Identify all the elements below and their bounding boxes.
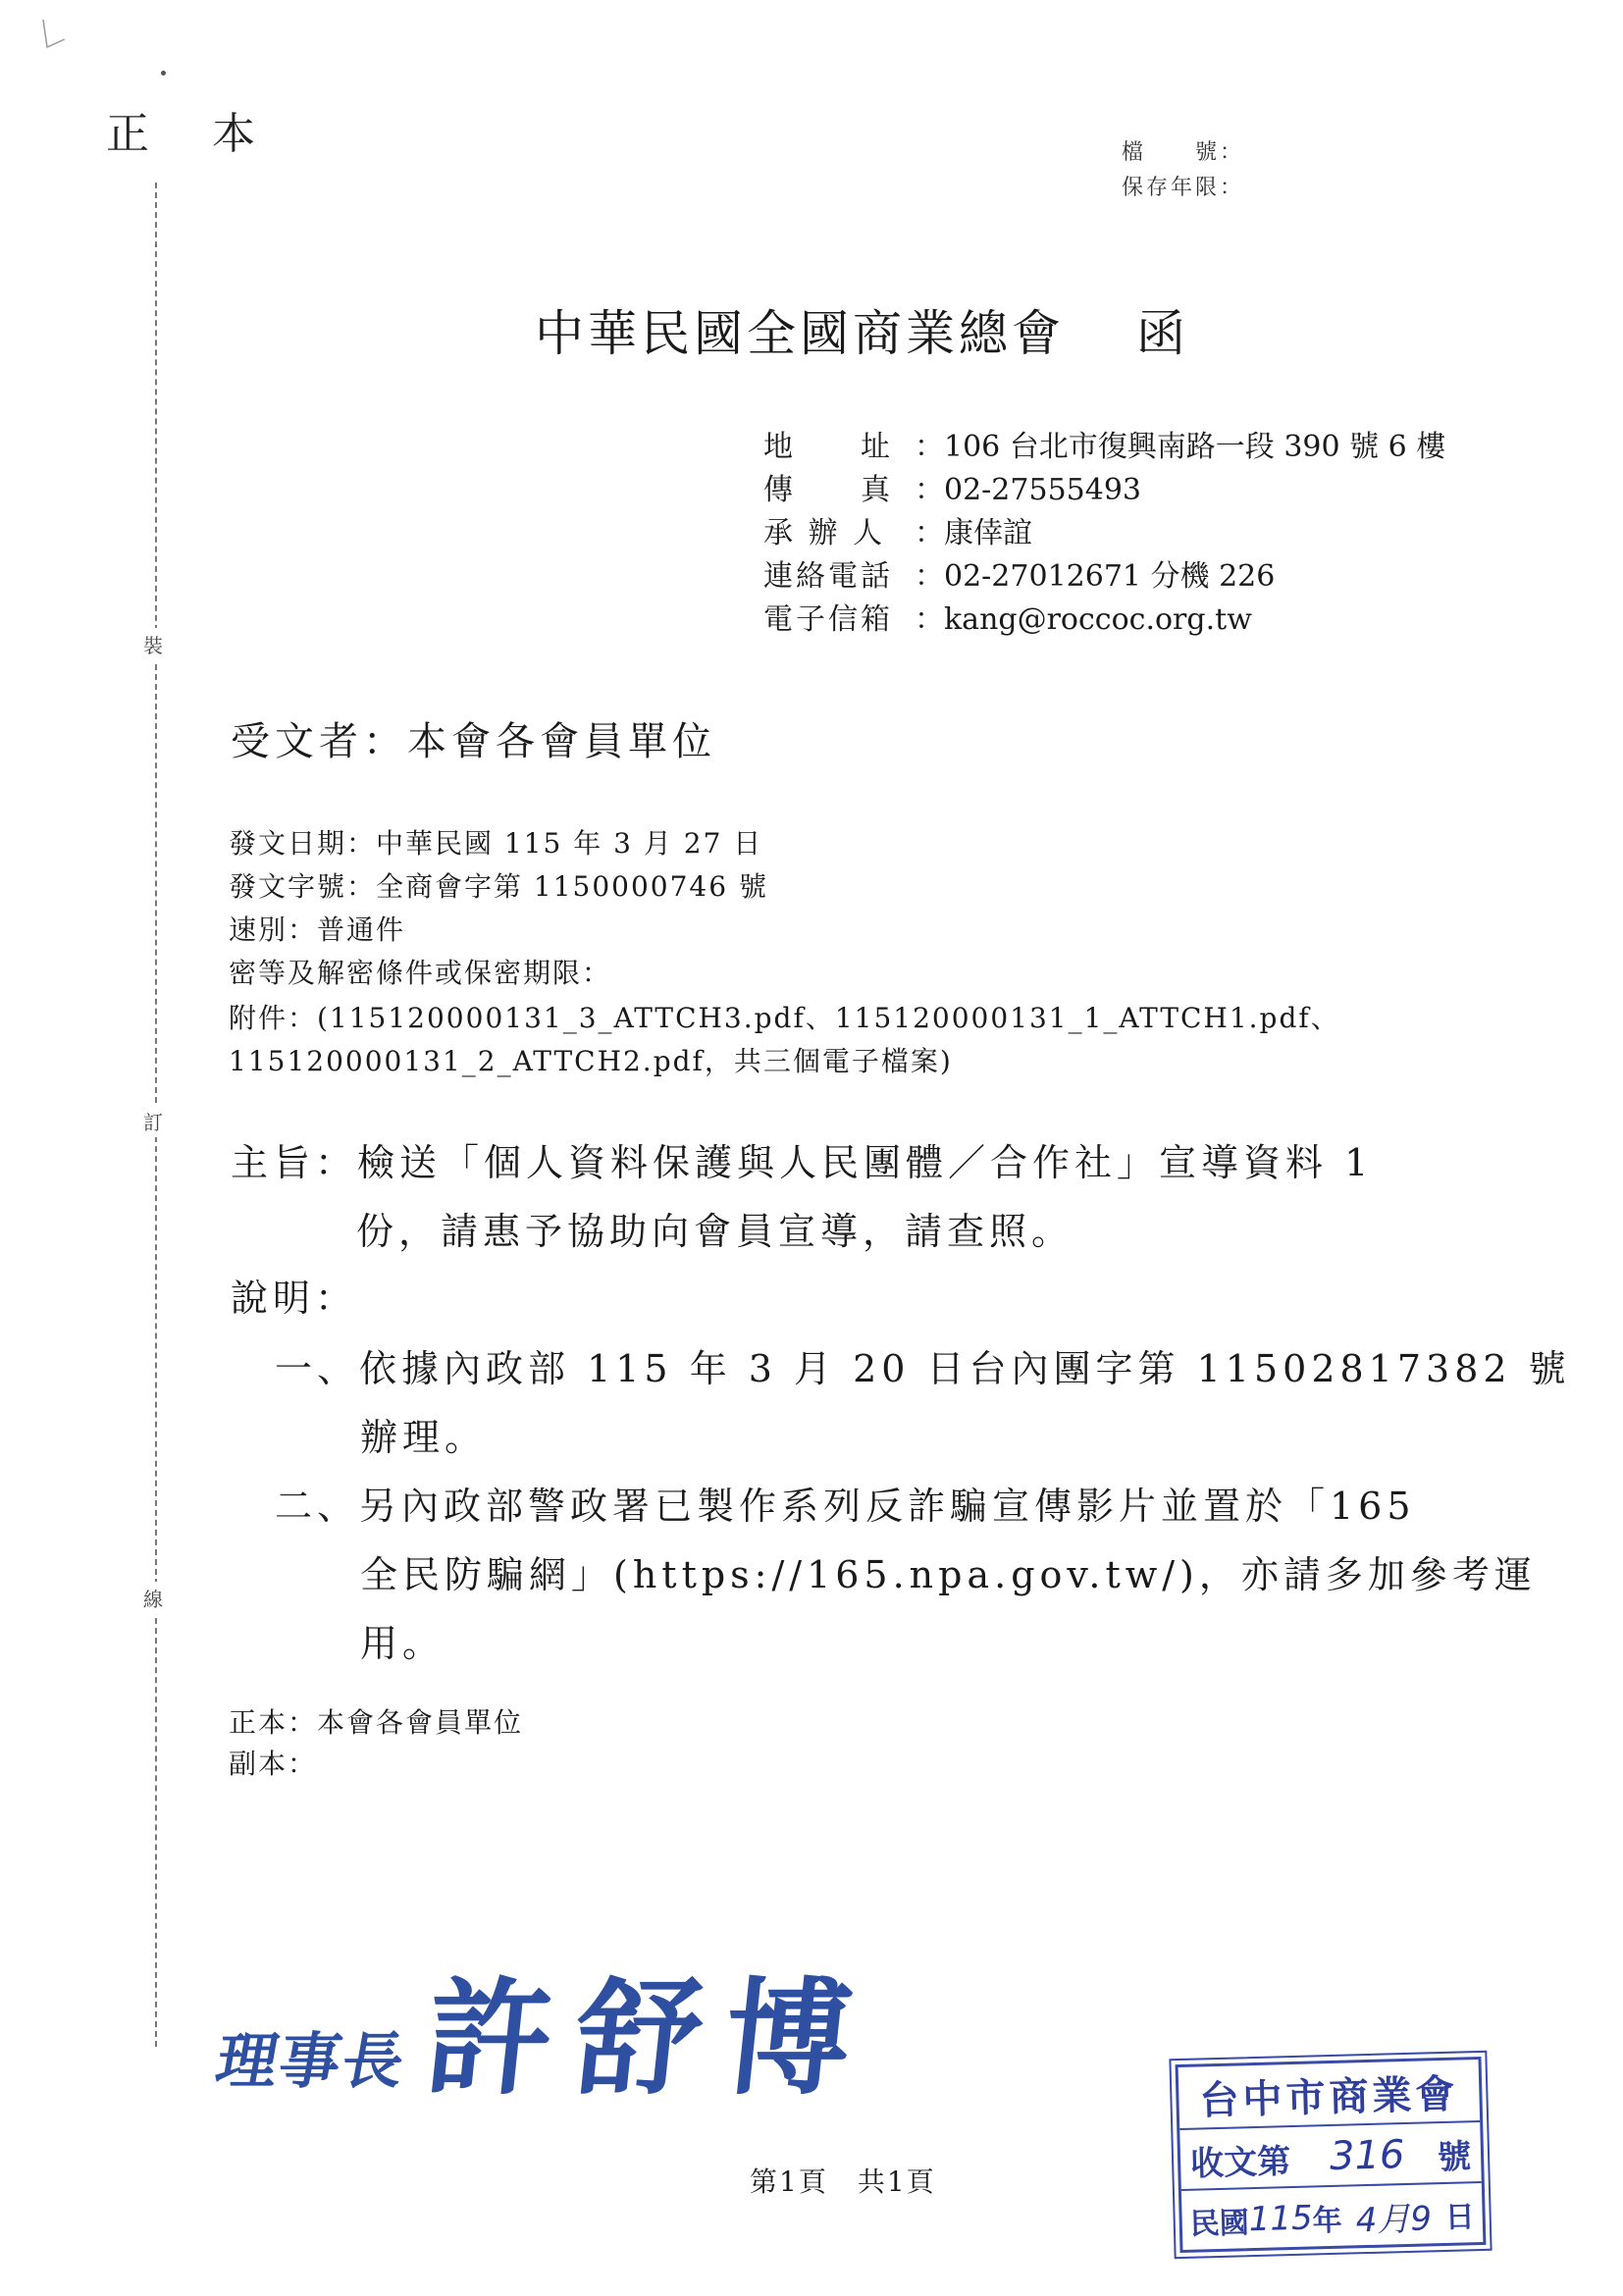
- email-label: 電子信箱: [763, 602, 893, 637]
- address-value: ：106 台北市復興南路一段 390 號 6 樓: [915, 430, 1446, 464]
- phone-label: 連絡電話: [763, 559, 893, 594]
- stamp-org: [1178, 2060, 1481, 2128]
- handler-label: 承 辦 人: [763, 516, 886, 550]
- stamp-year-suffix: 年: [1312, 2203, 1343, 2239]
- stamp-day-suffix: 日: [1444, 2200, 1476, 2235]
- receipt-stamp: [1176, 2057, 1487, 2253]
- explanation-label: 說明：: [231, 1277, 358, 1320]
- copy-mark: 正本: [106, 109, 318, 159]
- stamp-date-row: [1181, 2181, 1484, 2252]
- item-2-line-3: 用。: [360, 1622, 445, 1665]
- stamp-receipt-suffix: 號: [1437, 2136, 1472, 2177]
- stamp-receipt-number: 316: [1329, 2132, 1405, 2180]
- stamp-date-prefix: 民國: [1189, 2206, 1250, 2242]
- handler-value: ：康倖誼: [915, 516, 1032, 550]
- address-label: 地 址: [763, 430, 893, 464]
- file-number-label: 檔 號：: [1122, 140, 1245, 165]
- issue-date: 發文日期：中華民國 115 年 3 月 27 日: [229, 827, 763, 860]
- scan-dot: [161, 71, 166, 76]
- binding-char-zhuang: 裝: [143, 628, 163, 660]
- urgency: 速別：普通件: [229, 913, 406, 946]
- binding-char-ding: 訂: [143, 1105, 163, 1137]
- fax-value: ：02-27555493: [915, 473, 1142, 507]
- stamp-month-day: 4月9: [1355, 2198, 1433, 2240]
- subject-line-1: 主旨：檢送「個人資料保護與人民團體／合作社」宣導資料 1: [231, 1141, 1374, 1184]
- copy-recipients: 副本：: [229, 1748, 318, 1780]
- binding-char-xian: 線: [143, 1582, 163, 1614]
- subject-line-2: 份，請惠予協助向會員宣導，請查照。: [356, 1210, 1074, 1253]
- stamp-year: 115: [1248, 2198, 1314, 2240]
- attachments-line-1: 附件：(115120000131_3_ATTCH3.pdf、115120000131_1_ATTCH1.pdf、: [229, 1002, 1340, 1034]
- attachments-line-2: 115120000131_2_ATTCH2.pdf，共三個電子檔案): [229, 1045, 953, 1077]
- recipient: 受文者：本會各會員單位: [231, 719, 716, 764]
- phone-value: ：02-27012671 分機 226: [915, 559, 1276, 594]
- stamp-receipt-row: [1179, 2120, 1482, 2191]
- issue-number: 發文字號：全商會字第 1150000746 號: [229, 870, 768, 903]
- signature-title: 理事長: [210, 2025, 412, 2097]
- document-type: 函: [1136, 305, 1185, 362]
- stamp-receipt-prefix: 收文第: [1189, 2141, 1291, 2184]
- stamp-org-name: 台中市商業會: [1198, 2071, 1460, 2123]
- email-value: ：kang@roccoc.org.tw: [915, 602, 1252, 637]
- original-recipients: 正本：本會各會員單位: [229, 1706, 524, 1739]
- signature-name: 許舒博: [418, 1965, 882, 2113]
- item-2-line-1: 二、另內政部警政署已製作系列反詐騙宣傳影片並置於「165: [275, 1485, 1416, 1528]
- page-number: 第1頁 共1頁: [750, 2166, 936, 2198]
- item-2-line-2: 全民防騙網」(https://165.npa.gov.tw/)，亦請多加參考運: [360, 1553, 1537, 1596]
- chairman-signature-seal: [210, 1938, 882, 2118]
- document-title: 中華民國全國商業總會: [535, 305, 1065, 362]
- secrecy-level: 密等及解密條件或保密期限：: [229, 957, 612, 989]
- item-1-line-2: 辦理。: [360, 1416, 488, 1459]
- retention-period-label: 保存年限：: [1122, 176, 1245, 200]
- scan-corner-mark: [39, 18, 69, 53]
- fax-label: 傳 真: [763, 473, 893, 507]
- item-1-line-1: 一、依據內政部 115 年 3 月 20 日台內團字第 11502817382 號: [275, 1347, 1571, 1390]
